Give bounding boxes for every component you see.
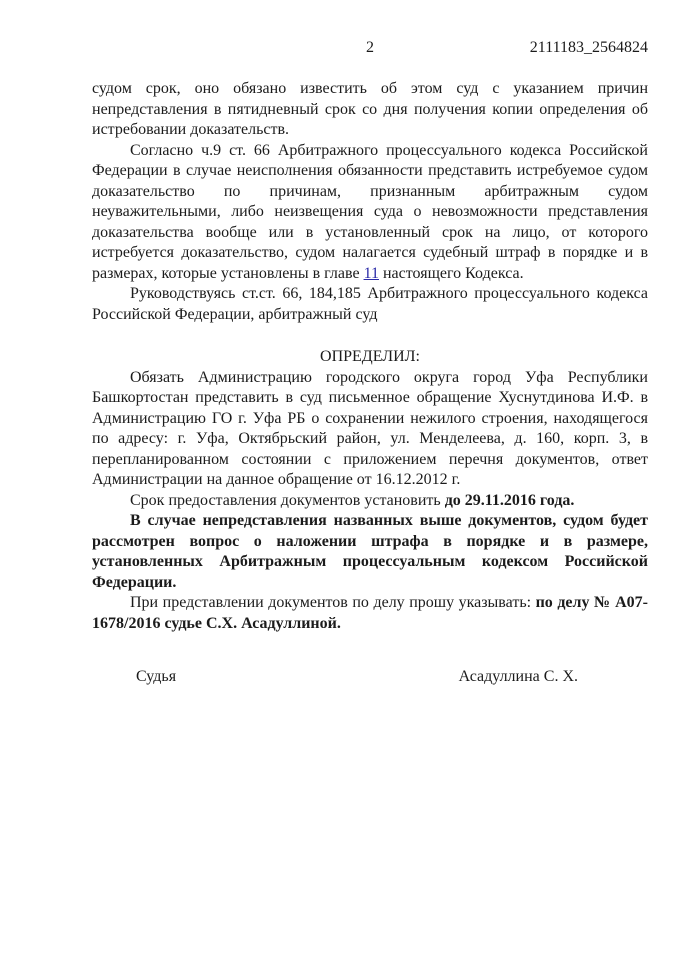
- paragraph-continuation: судом срок, оно обязано известить об этом суд с указанием причин непредставления в пятидневный срок со дня получения копии определения об истребовании доказательств.: [92, 80, 648, 138]
- deadline-date: до 29.11.2016 года.: [444, 491, 575, 509]
- chapter-11-link[interactable]: 11: [363, 264, 379, 282]
- deadline-text: Срок предоставления документов установить: [130, 491, 445, 509]
- paragraph-guided-by: Руководствуясь ст.ст. 66, 184,185 Арбитражного процессуального кодекса Российской Федерации, арбитражный суд: [92, 285, 648, 323]
- paragraph-text-before-link: Согласно ч.9 ст. 66 Арбитражного процессуального кодекса Российской Федерации в случае неисполнения обязанности представить истребуемое судом доказательство по причинам, признанным арбитражным судом неуважительными, либо неизвещения суда о невозможности представления доказательства вообще или в установленный срок на лицо, от которого истребуется доказательство, судом налагается судебный штраф в порядке и в размерах, которые установлены в главе: [92, 141, 648, 282]
- judge-name: Асадуллина С. Х.: [458, 668, 578, 685]
- case-number: 2111183_2564824: [529, 39, 648, 56]
- paragraph-penalty-warning: В случае непредставления названных выше документов, судом будет рассмотрен вопрос о наложении штрафа в порядке и в размере, установленных Арбитражным процессуальным кодексом Российской Федерации.: [92, 512, 648, 591]
- case-reference-text: При представлении документов по делу прошу указывать:: [130, 594, 536, 611]
- paragraph-case-reference: [92, 593, 648, 634]
- page-number: 2: [366, 39, 374, 56]
- paragraph-text-after-link: настоящего Кодекса.: [378, 264, 524, 282]
- judge-role-label: Судья: [136, 668, 177, 685]
- paragraph-apk-article-66: [92, 141, 648, 285]
- signature-row: [92, 667, 648, 688]
- paragraph-deadline: [92, 491, 648, 512]
- page-header: [92, 38, 648, 59]
- determination-heading: ОПРЕДЕЛИЛ:: [320, 348, 420, 365]
- case-reference-number: по делу № А07-1678/2016 судье С.Х. Асадуллиной.: [92, 594, 648, 632]
- paragraph-obligation: Обязать Администрацию городского округа город Уфа Республики Башкортостан представить в суд письменное обращение Хуснутдинова И.Ф. в Администрацию ГО г. Уфа РБ о сохранении нежилого строения, находящегося по адресу: г. Уфа, Октябрьский район, ул. Менделеева, д. 160, корп. 3, в перепланированном состоянии с приложением перечня документов, ответ Администрации на данное обращение от 16.12.2012 г.: [92, 368, 648, 488]
